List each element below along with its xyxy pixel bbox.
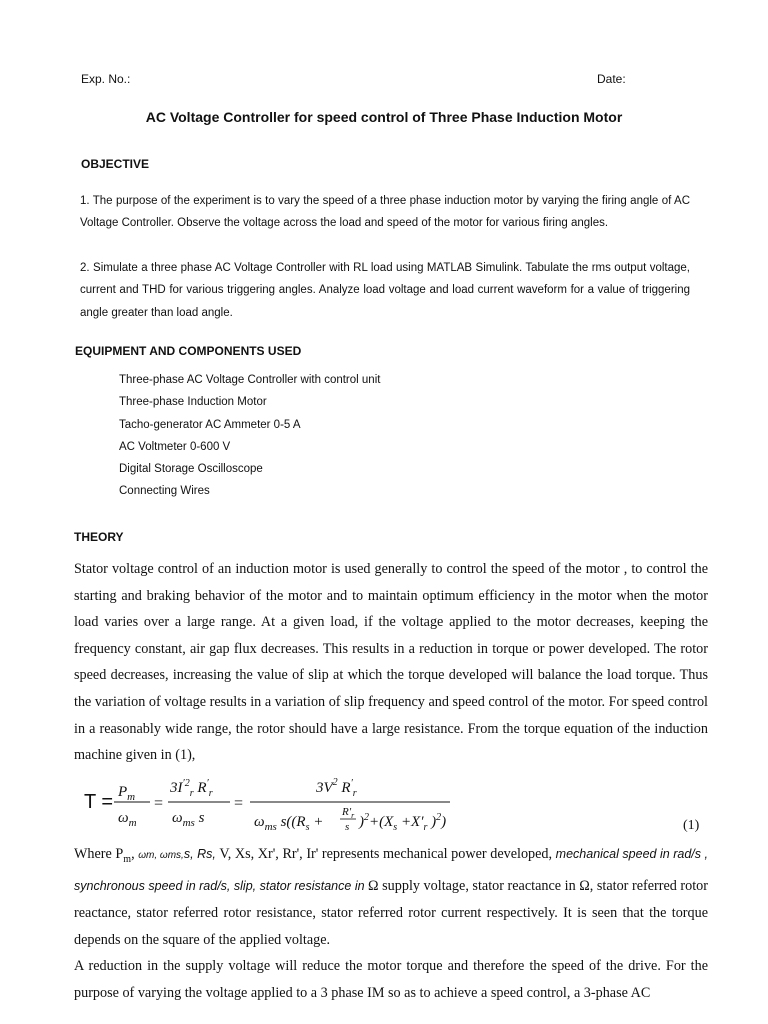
- objective-item-2: 2. Simulate a three phase AC Voltage Controller with RL load using MATLAB Simulink. Tabulate the rms output voltage, current and THD for various triggering angles. Analyze load voltage and load current waveform for a value of triggering angle greater than load angle.: [80, 262, 690, 319]
- theory-paragraph-1: [74, 556, 708, 769]
- where-a: Where P: [74, 846, 124, 862]
- svg-text:)2+(Xs +X′r )2): )$^2+(X_s +X'_r$ )$^2$): [359, 812, 447, 833]
- svg-text:R′r: $R'_r$: [342, 806, 355, 820]
- header-exp-no: Exp. No.:: [81, 72, 131, 86]
- theory-text: Stator voltage control of an induction motor is used generally to control the speed of the motor , to control the starting and braking behavior of the motor and to maintain optimum efficiency in the motor when the motor load varies over a large range. At a given load, if the voltage applied to the motor decreases, keeping the frequency constant, air gap flux decreases. This results in a reduction in torque or power developed. The rotor speed decreases, increasing the value of slip at which the torque developed will balance the load torque. Thus the variation of voltage results in a variation of slip frequency and speed control of the motor. For speed control in a reasonably wide range, the rotor should have a large resistance. From the torque equation of the induction machine given in (1),: [74, 561, 708, 764]
- theory-paragraph-2: [74, 841, 708, 1006]
- equipment-item: Three-phase Induction Motor: [119, 396, 267, 409]
- equipment-item: AC Voltmeter 0-600 V: [119, 440, 231, 453]
- svg-text:ωms s: $\omega_{ms}$ s: [172, 810, 205, 829]
- where-e: s, Rs,: [183, 847, 220, 861]
- equipment-heading: EQUIPMENT AND COMPONENTS USED: [75, 344, 302, 358]
- equipment-item: Three-phase AC Voltage Controller with control unit: [119, 374, 381, 386]
- svg-text:s: s: [345, 821, 350, 833]
- where-b: m: [123, 853, 132, 865]
- equation-graphic: [84, 770, 704, 840]
- document-title: AC Voltage Controller for speed control of Three Phase Induction Motor: [145, 109, 623, 125]
- equipment-item: Digital Storage Oscilloscope: [119, 463, 263, 476]
- where-h: Ω supply voltage, stator reactance in Ω, stator referred rotor reactance, stator referred rotor resistance, stator referred rotor current respectively. It is seen that the torque depends on the square of the applied voltage.: [74, 878, 708, 948]
- torque-equation: [84, 770, 724, 840]
- where-f: V, Xs, Xr', Rr', Ir' represents mechanical power developed,: [219, 846, 556, 862]
- svg-text:=: =: [234, 795, 244, 812]
- header-date: Date:: [597, 72, 626, 86]
- where-g: mechanical speed in rad/s , synchronous speed in rad/s, slip, stator resistance in: [74, 847, 708, 894]
- equation-number: (1): [683, 818, 700, 833]
- where-text: [74, 841, 708, 953]
- svg-text:ωm: $\omega_m$: [118, 810, 137, 829]
- equipment-item: Connecting Wires: [119, 485, 210, 498]
- objective-heading: OBJECTIVE: [81, 157, 150, 171]
- svg-text:ωms s((Rs +: $\omega_{ms}$ $s((R_s$ +: [254, 814, 324, 833]
- svg-text:T =: T =: [84, 791, 114, 813]
- where-c: ,: [131, 846, 139, 862]
- objective-item-1: 1. The purpose of the experiment is to vary the speed of a three phase induction motor by varying the firing angle of AC Voltage Controller. Observe the voltage across the load and speed of the motor for various firing angles.: [80, 195, 690, 230]
- theory-text: A reduction in the supply voltage will reduce the motor torque and therefore the speed of the drive. For the purpose of varying the voltage applied to a 3 phase IM so as to achieve a speed control, a 3-phase AC: [74, 958, 708, 1001]
- svg-text:3V2 R′r: $3V^2$ $R'_r$: [316, 777, 357, 799]
- equipment-item: Tacho-generator AC Ammeter 0-5 A: [119, 418, 301, 431]
- svg-text:Pm: $P_m$: [118, 784, 136, 803]
- equipment-list: [119, 369, 380, 503]
- svg-text:3I′2r R′r: $3I^{'2}_r$ $R'_r$: [170, 778, 213, 799]
- where-d: ωm, ωms,: [138, 850, 184, 861]
- theory-heading: THEORY: [74, 530, 124, 544]
- svg-text:=: =: [154, 795, 164, 812]
